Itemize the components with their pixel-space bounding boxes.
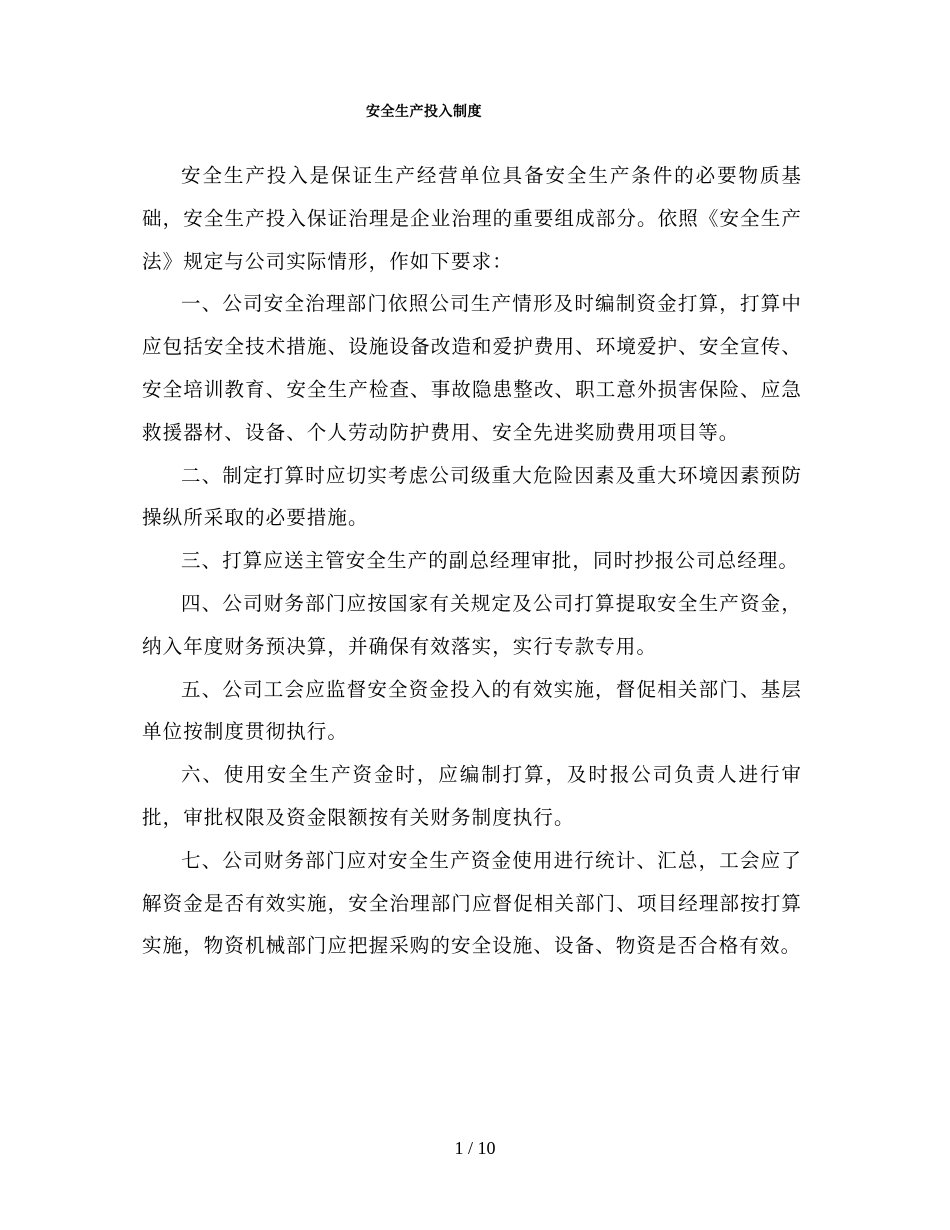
clause-3-paragraph: 三、打算应送主管安全生产的副总经理审批，同时抄报公司总经理。 <box>181 549 800 573</box>
document-title: 安全生产投入制度 <box>366 104 482 120</box>
clause-6-paragraph: 六、使用安全生产资金时，应编制打算，及时报公司负责人进行审批，审批权限及资金限额按有关财务制度执行。 <box>142 763 802 829</box>
clause-5-paragraph: 五、公司工会应监督安全资金投入的有效实施，督促相关部门、基层单位按制度贯彻执行。 <box>142 677 802 744</box>
intro-paragraph: 安全生产投入是保证生产经营单位具备安全生产条件的必要物质基础，安全生产投入保证治理是企业治理的重要组成部分。依照《安全生产法》规定与公司实际情形，作如下要求： <box>142 164 802 273</box>
clause-2-paragraph: 二、制定打算时应切实考虑公司级重大危险因素及重大环境因素预防操纵所采取的必要措施。 <box>142 463 802 530</box>
clause-7-paragraph: 七、公司财务部门应对安全生产资金使用进行统计、汇总，工会应了解资金是否有效实施，安全治理部门应督促相关部门、项目经理部按打算实施，物资机械部门应把握采购的安全设施、设备、物资是否合格有效。 <box>142 848 802 958</box>
page-number: 1 / 10 <box>454 1138 496 1158</box>
clause-4-paragraph: 四、公司财务部门应按国家有关规定及公司打算提取安全生产资金，纳入年度财务预决算，并确保有效落实，实行专款专用。 <box>142 591 802 658</box>
clause-1-paragraph: 一、公司安全治理部门依照公司生产情形及时编制资金打算，打算中应包括安全技术措施、设施设备改造和爱护费用、环境爱护、安全宣传、安全培训教育、安全生产检查、事故隐患整改、职工意外损害保险、应急救援器材、设备、个人劳动防护费用、安全先进奖励费用项目等。 <box>142 292 802 444</box>
document-body <box>142 155 802 968</box>
